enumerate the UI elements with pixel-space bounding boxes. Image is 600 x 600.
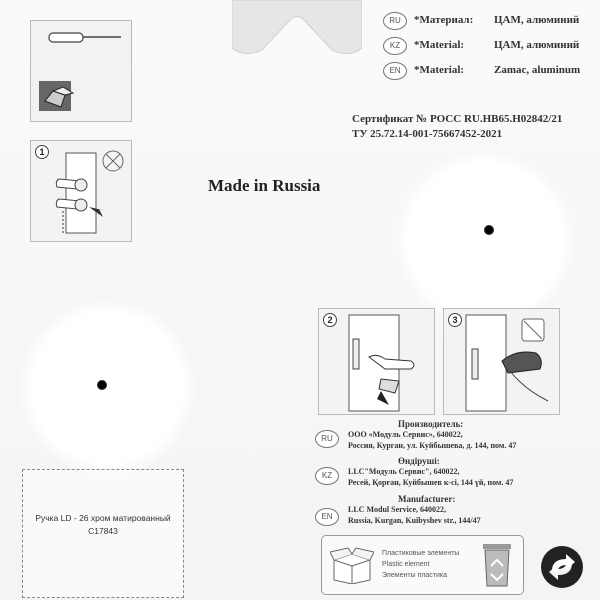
screwdriver-icon bbox=[31, 21, 131, 121]
lang-badge-ru: RU bbox=[383, 12, 407, 30]
material-en: *Material: Zamac, aluminum bbox=[414, 64, 581, 76]
tool-panel bbox=[30, 20, 132, 122]
plastic-element-box bbox=[321, 535, 524, 595]
hanger-cutout bbox=[232, 0, 362, 70]
manufacturer-heading-ru: Производитель: bbox=[398, 419, 464, 429]
manufacturer-heading-en: Manufacturer: bbox=[398, 494, 456, 504]
plastic-line-kz: Элементы пластика bbox=[382, 572, 448, 579]
made-in-label: Made in Russia bbox=[208, 176, 321, 195]
manufacturer-line-kz-2: Ресей, Қорған, Куйбышев к-сі, 144 үй, пом. 47 bbox=[348, 478, 514, 487]
open-box-icon bbox=[330, 544, 374, 584]
certificate-line: Сертификат № РОСС RU.НВ65.Н02842/21 bbox=[352, 113, 563, 125]
manufacturer-line-en-2: Russia, Kurgan, Kuibyshev str., 144/47 bbox=[348, 516, 481, 525]
manufacturer-line-kz-1: LLC"Модуль Сервис", 640022, bbox=[348, 467, 460, 476]
step-1-number: 1 bbox=[35, 145, 49, 159]
manufacturer-line-ru-2: Россия, Курган, ул. Куйбышева, д. 144, пом. 47 bbox=[348, 441, 517, 450]
plastic-line-ru: Пластиковые элементы bbox=[382, 550, 460, 557]
material-ru: *Материал: ЦАМ, алюминий bbox=[414, 14, 580, 26]
manufacturer-line-en-1: LLC Modul Service, 640022, bbox=[348, 505, 446, 514]
step-2-panel bbox=[318, 308, 435, 415]
step-1-panel bbox=[30, 140, 132, 242]
lang-badge-kz: KZ bbox=[383, 37, 407, 55]
spindle-hole-right bbox=[484, 225, 494, 235]
material-kz: *Material: ЦАМ, алюминий bbox=[414, 39, 580, 51]
spec-line: ТУ 25.72.14-001-75667452-2021 bbox=[352, 128, 503, 140]
step-3-panel bbox=[443, 308, 560, 415]
rosette-shadow-left bbox=[20, 300, 195, 475]
manufacturer-heading-kz: Өндіруші: bbox=[398, 456, 440, 466]
manufacturer-line-ru-1: ООО «Модуль Сервис», 640022, bbox=[348, 430, 463, 439]
step-3-number: 3 bbox=[448, 313, 462, 327]
rosette-shadow-right bbox=[395, 150, 575, 330]
product-name: Ручка LD - 26 хром матированный bbox=[35, 513, 171, 523]
recycle-arrow-icon bbox=[540, 545, 584, 589]
lang-badge-ru: RU bbox=[315, 430, 339, 448]
certificate-block bbox=[352, 112, 562, 142]
step-2-number: 2 bbox=[323, 313, 337, 327]
product-code: C17843 bbox=[88, 526, 118, 536]
lang-badge-en: EN bbox=[315, 508, 339, 526]
lang-badge-en: EN bbox=[383, 62, 407, 80]
plastic-line-en: Plastic element bbox=[382, 561, 430, 568]
lang-badge-kz: KZ bbox=[315, 467, 339, 485]
recycle-bin-icon bbox=[477, 540, 517, 590]
spindle-hole-left bbox=[97, 380, 107, 390]
product-label-sticker bbox=[22, 469, 184, 598]
